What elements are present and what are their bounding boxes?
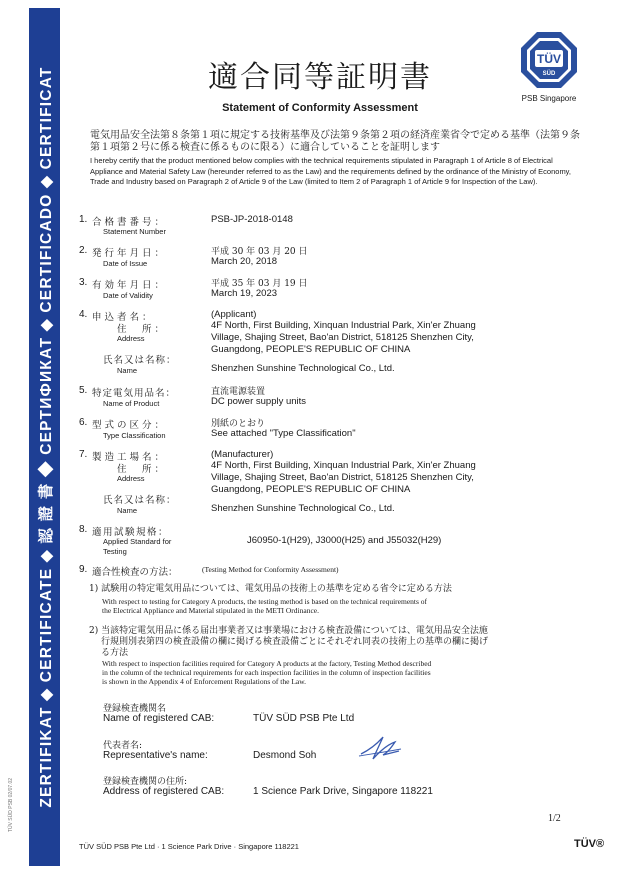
applicant-name: Shenzhen Sunshine Technological Co., Ltd.	[211, 363, 395, 374]
registered-cab-label-jp: 登録検査機関名	[103, 704, 167, 714]
applicant-address-line-3: Guangdong, PEOPLE'S REPUBLIC OF CHINA	[211, 344, 411, 355]
product-name-en: DC power supply units	[211, 396, 307, 407]
representative-label-jp: 代表者名:	[103, 741, 143, 751]
applicant-address	[211, 320, 476, 356]
applicant-address-line-2: Village, Shajing Street, Bao'an District, 518125 Shenzhen City,	[211, 332, 474, 343]
type-classification-jp: 別紙のとおり	[211, 419, 266, 429]
field-8-label-jp: 適用試験規格：	[92, 527, 170, 538]
field-3-number: 3.	[79, 277, 88, 288]
method-2-en-line-2: in the column of the technical requirements for each inspection facilities in the column of inspection facilities	[102, 668, 431, 677]
method-2-jp-line-2: 行規則別表第四の検査設備の欄に掲げる検査設備ごとにそれぞれ同表の技術上の基準の欄に掲げ	[101, 637, 489, 647]
method-1-en-line-2: the Electrical Appliance and Material stipulated in the METI Ordinance.	[102, 606, 320, 615]
field-5-number: 5.	[79, 385, 88, 396]
manufacturer-address-line-1: 4F North, First Building, Xinquan Industrial Park, Xin'er Zhuang	[211, 460, 476, 471]
method-2-jp-line-3: る方法	[101, 648, 129, 658]
field-9-label-en: (Testing Method for Conformity Assessment)	[202, 565, 339, 574]
field-7-label-jp: 製造工場名：	[92, 452, 168, 463]
cab-address-label-jp: 登録検査機関の住所:	[103, 777, 188, 787]
method-2-en	[102, 659, 572, 686]
field-3-label-jp: 有効年月日：	[92, 280, 168, 291]
cab-address-value: 1 Science Park Drive, Singapore 118221	[253, 786, 433, 797]
intro-english: I hereby certify that the product mentioned below complies with the technical requirements stipulated in Paragraph 1 of Article 8 of Electrical Appliance and Material Safety Law (hereunder referred to as the Law) and the requirements defined by the ordinance of the Ministry of Economy, Trade and Industry based on Paragraph 2 of Article 9 of the Law (limited to Item 2 of Paragraph 1 of Article 9 for Inspection of the Law).	[90, 156, 571, 186]
tuv-logo-icon	[519, 30, 579, 90]
method-2-jp	[89, 626, 569, 659]
field-2-label-jp: 発行年月日：	[92, 248, 168, 259]
registered-cab-value: TÜV SÜD PSB Pte Ltd	[253, 713, 355, 724]
page-number: 1/2	[548, 813, 561, 824]
intro-japanese: 電気用品安全法第８条第１項に規定する技術基準及び法第９条第２項の経済産業省令で定める基準（法第９条第１項第２号に係る検査に係るものに限る）に適合していることを証明します	[90, 130, 580, 153]
field-7-name-label-en: Name	[117, 506, 138, 515]
field-2-number: 2.	[79, 245, 88, 256]
field-7-number: 7.	[79, 449, 88, 460]
method-2-en-line-3: is shown in the Appendix 4 of Enforcement Regulations of the Law.	[102, 677, 307, 686]
manufacturer-address-line-2: Village, Shajing Street, Bao'an District, 518125 Shenzhen City,	[211, 472, 474, 483]
field-4-label-jp: 申込者名：	[92, 312, 155, 323]
manufacturer-address	[211, 460, 476, 496]
field-9-label-jp: 適合性検査の方法：	[92, 567, 178, 578]
method-2-en-line-1: With respect to inspection facilities required for Category A products at the factory, Testing Method described	[102, 659, 432, 668]
manufacturer-name: Shenzhen Sunshine Technological Co., Ltd.	[211, 503, 395, 514]
method-1-jp: 1) 試験用の特定電気用品については、電気用品の技術上の基準を定める省令に定める方法	[89, 584, 452, 594]
field-1-label-jp: 合格書番号：	[92, 217, 168, 228]
field-3-label-en: Date of Validity	[103, 291, 153, 300]
statement-number-value: PSB-JP-2018-0148	[211, 214, 293, 225]
applicant-address-line-1: 4F North, First Building, Xinquan Industrial Park, Xin'er Zhuang	[211, 320, 476, 331]
validity-date-en: March 19, 2023	[211, 288, 278, 299]
field-9-number: 9.	[79, 564, 88, 575]
footer-tuv-logo: TÜV®	[574, 838, 605, 850]
page-title: 適合同等証明書	[208, 60, 432, 95]
footer-address: TÜV SÜD PSB Pte Ltd · 1 Science Park Drive · Singapore 118221	[79, 842, 299, 851]
field-1-number: 1.	[79, 214, 88, 225]
method-1-en	[102, 597, 572, 615]
side-form-code	[4, 760, 18, 850]
field-7-address-label-en: Address	[117, 474, 145, 483]
field-4-address-label-en: Address	[117, 334, 145, 343]
field-4-name-label-en: Name	[117, 366, 138, 375]
logo-caption: PSB Singapore	[521, 94, 577, 103]
field-4-number: 4.	[79, 309, 88, 320]
method-2-jp-line-1: 2) 当該特定電気用品に係る届出事業者又は事業場における検査設備については、電気用品安全法施	[89, 626, 488, 636]
method-1-en-line-1: With respect to testing for Category A products, the testing method is based on the technical requirements of	[102, 597, 428, 606]
field-8-label-en-2: Testing	[103, 547, 127, 556]
registered-cab-label-en: Name of registered CAB:	[103, 713, 215, 724]
field-8-number: 8.	[79, 524, 88, 535]
issue-date-en: March 20, 2018	[211, 256, 278, 267]
manufacturer-role: (Manufacturer)	[211, 449, 274, 460]
certificate-side-band	[29, 8, 60, 866]
side-form-code-text: TÜV SÜD PSB 02/07.02	[8, 777, 14, 833]
field-4-address-label-jp: 住 所：	[117, 324, 168, 335]
field-5-label-jp: 特定電気用品名：	[92, 388, 177, 399]
field-1-label-en: Statement Number	[103, 227, 166, 236]
issue-date-jp: 平成 30 年 03 月 20 日	[211, 247, 308, 257]
logo-text-bottom: SÜD	[542, 71, 556, 77]
signature-icon	[355, 732, 405, 762]
applied-standard-value: J60950-1(H29), J3000(H25) and J55032(H29)	[247, 535, 442, 546]
cab-address-label-en: Address of registered CAB:	[103, 786, 225, 797]
validity-date-jp: 平成 35 年 03 月 19 日	[211, 279, 308, 289]
type-classification-en: See attached "Type Classification"	[211, 428, 356, 439]
representative-label-en: Representative's name:	[103, 750, 208, 761]
manufacturer-address-line-3: Guangdong, PEOPLE'S REPUBLIC OF CHINA	[211, 484, 411, 495]
field-4-name-label-jp: 氏名又は名称：	[103, 355, 177, 366]
representative-value: Desmond Soh	[253, 750, 317, 761]
side-band-text: ZERTIFIKAT ◆ CERTIFICATE ◆ 認 證 書 ◆ СЕРТИФИКАТ ◆ CERTIFICADO ◆ CERTIFICAT	[37, 66, 55, 808]
field-7-name-label-jp: 氏名又は名称：	[103, 495, 177, 506]
field-2-label-en: Date of Issue	[103, 259, 148, 268]
field-5-label-en: Name of Product	[103, 399, 160, 408]
field-7-address-label-jp: 住 所：	[117, 464, 168, 475]
field-6-label-en: Type Classification	[103, 431, 166, 440]
field-8-label-en-1: Applied Standard for	[103, 537, 172, 546]
page-subtitle: Statement of Conformity Assessment	[222, 102, 418, 114]
field-6-label-jp: 型式の区分：	[92, 420, 168, 431]
product-name-jp: 直流電源装置	[211, 387, 266, 397]
applicant-role: (Applicant)	[211, 309, 257, 320]
field-6-number: 6.	[79, 417, 88, 428]
logo-text-top: TÜV	[537, 52, 561, 66]
